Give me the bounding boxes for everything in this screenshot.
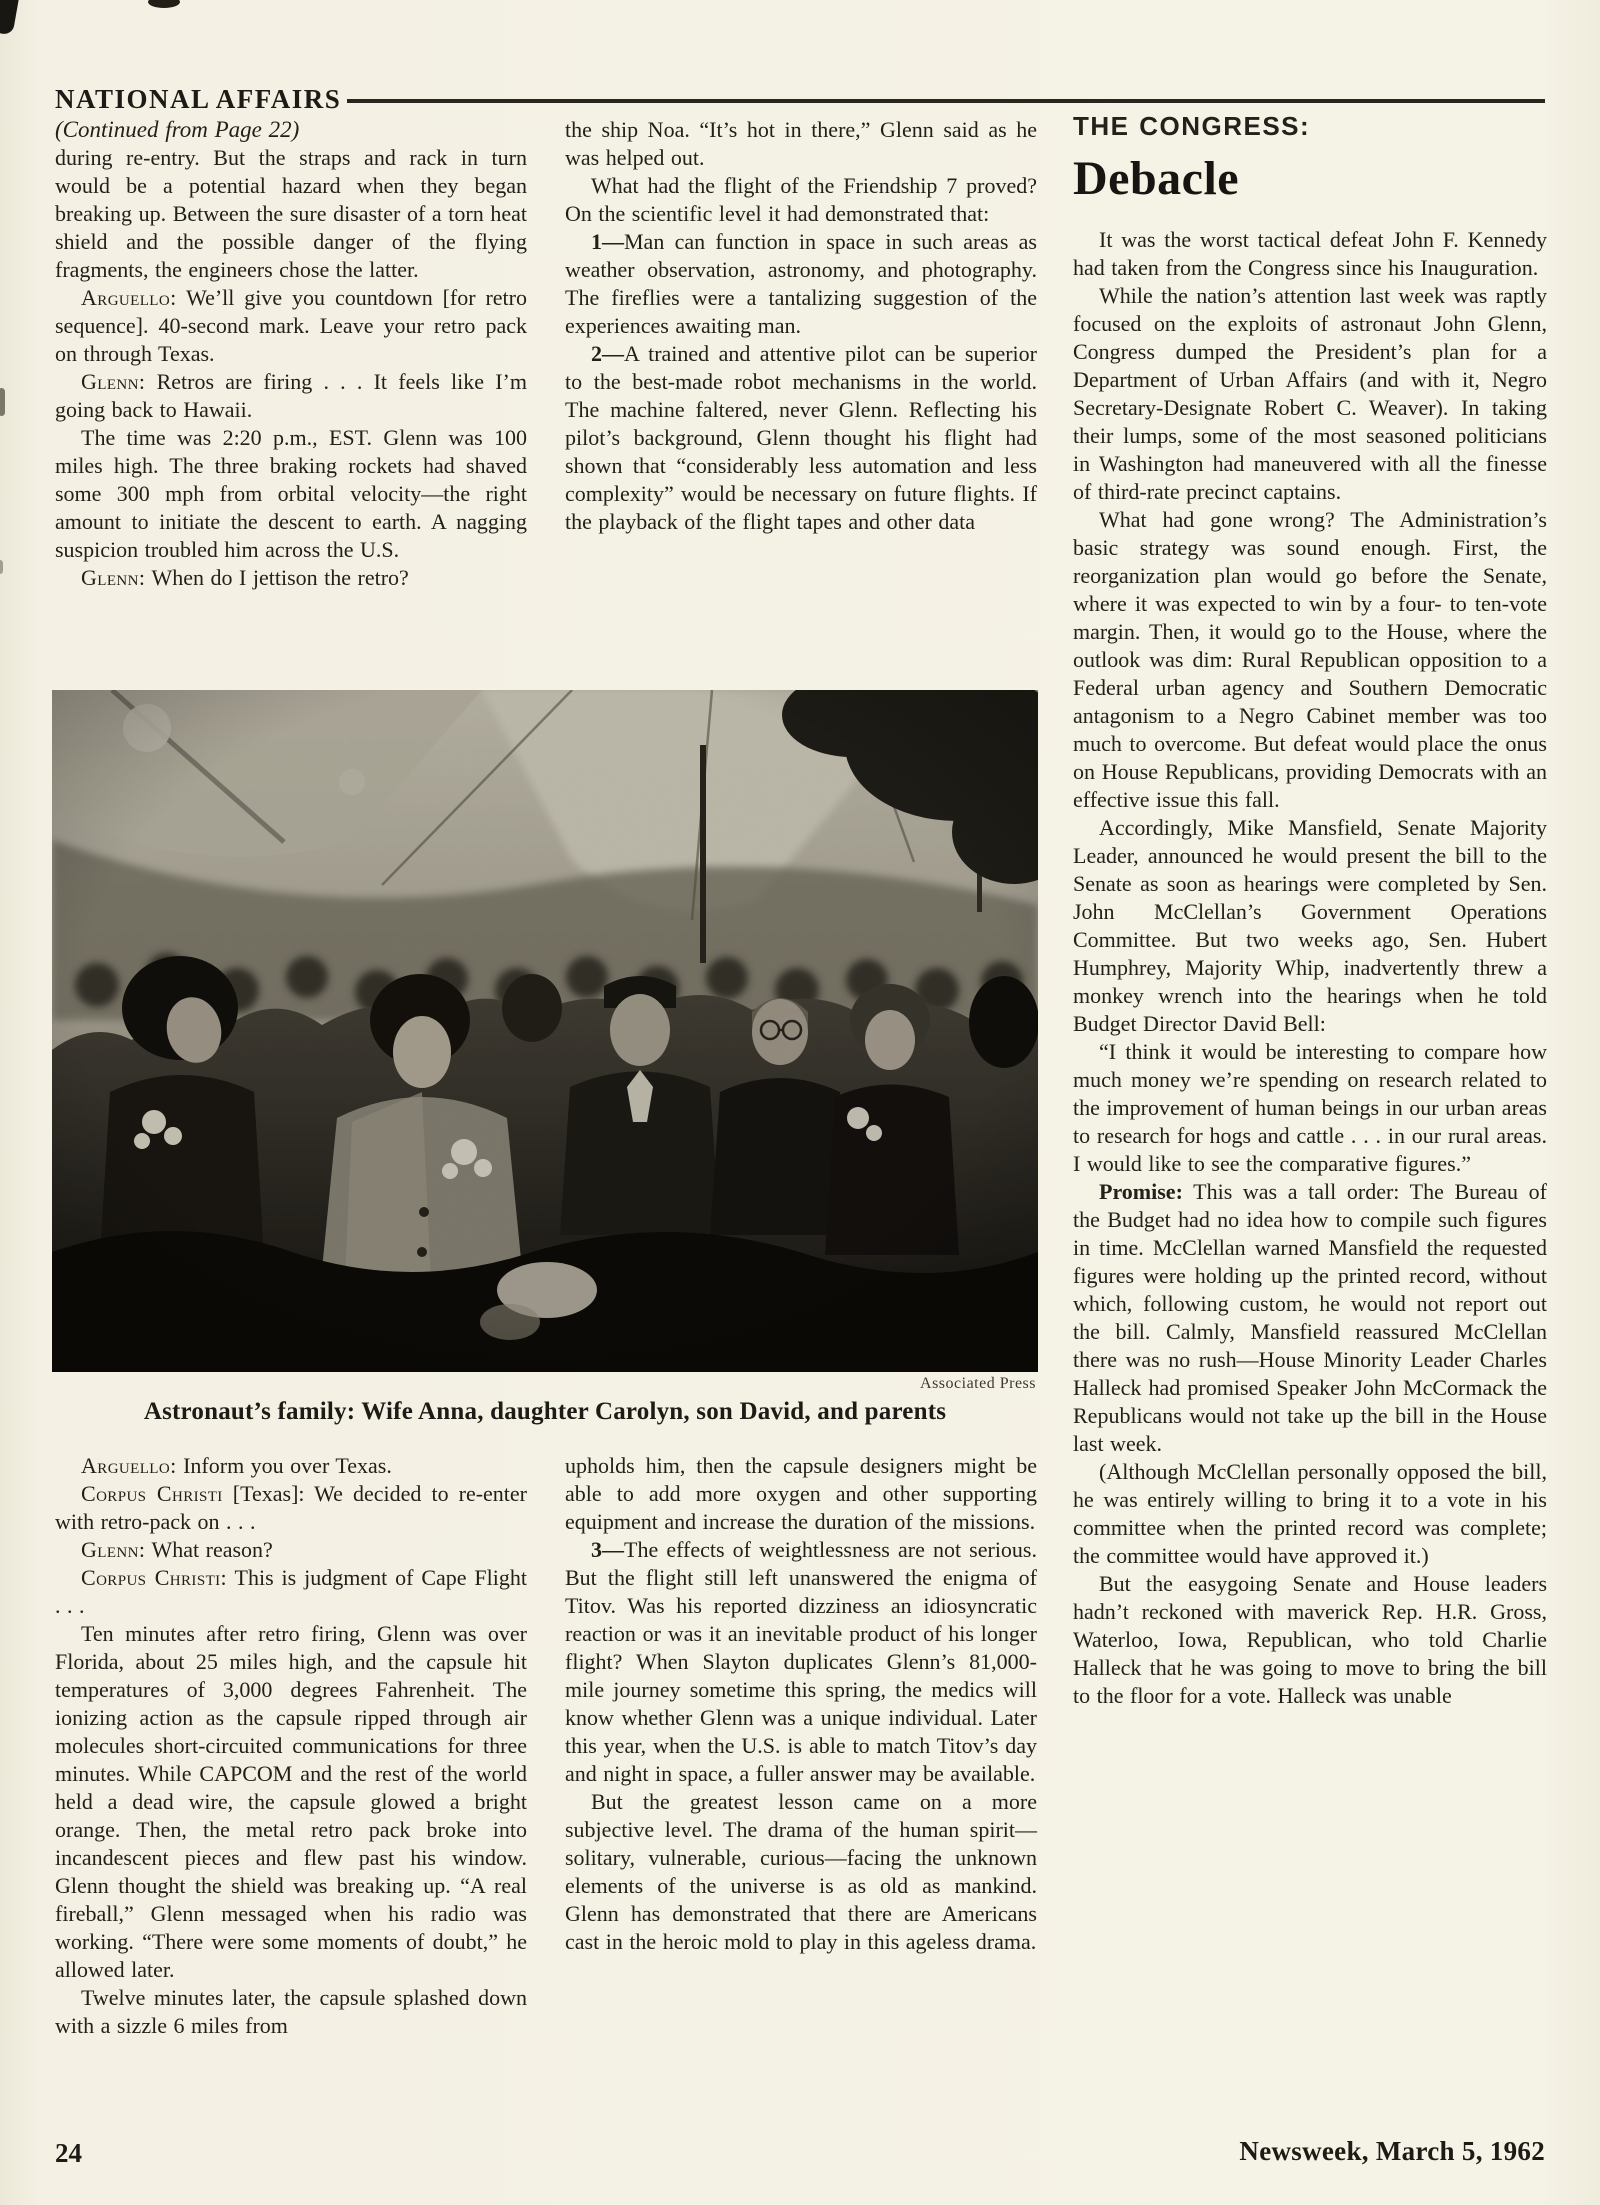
paragraph: Arguello: We’ll give you countdown [for retro sequence]. 40-second mark. Leave your retro pack on through Texas.	[55, 285, 527, 366]
paragraph: But the greatest lesson came on a more subjective level. The drama of the human spirit—solitary, vulnerable, curious—facing the unknown elements of the universe is as old as mankind. Glenn has demonstrated that there are Americans cast in the heroic mold to play in this ageless drama.	[565, 1789, 1037, 1954]
paragraph: Accordingly, Mike Mansfield, Senate Majority Leader, announced he would present the bill to the Senate as soon as hearings were completed by Sen. John McClellan’s Government Operations Committee. But two weeks ago, Sen. Hubert Humphrey, Majority Whip, inadvertently threw a monkey wrench into the hearings when he told Budget Director David Bell:	[1073, 815, 1547, 1036]
scan-mark	[0, 0, 19, 35]
column-1-top	[55, 116, 527, 592]
paragraph: Glenn: What reason?	[81, 1537, 273, 1562]
congress-kicker: THE CONGRESS:	[1073, 111, 1311, 141]
paragraph: 1—Man can function in space in such areas as weather observation, astronomy, and photography. The fireflies were a tantalizing suggestion of the experiences awaiting man.	[565, 229, 1037, 338]
paragraph: 3—The effects of weightlessness are not serious. But the flight still left unanswered the enigma of Titov. Was his reported dizziness an idiosyncratic reaction or was it an inevitable product of his longer flight? When Slayton duplicates Glenn’s 81,000-mile journey sometime this spring, the medics will know whether Glenn was a unique individual. Later this year, when the U.S. is able to match Titov’s day and night in space, a fuller answer may be available.	[565, 1537, 1037, 1786]
paragraph: 2—A trained and attentive pilot can be superior to the best-made robot mechanisms in the world. The machine faltered, never Glenn. Reflecting his pilot’s background, Glenn thought his flight had shown that “considerably less automation and less complexity” would be necessary on future flights. If the playback of the flight tapes and other data	[565, 341, 1037, 534]
paragraph: It was the worst tactical defeat John F. Kennedy had taken from the Congress since his Inauguration.	[1073, 227, 1547, 280]
family-crowd-photo-illustration	[52, 690, 1038, 1372]
paragraph: While the nation’s attention last week was raptly focused on the exploits of astronaut John Glenn, Congress dumped the President’s plan for a Department of Urban Affairs (and with it, Negro Secretary-Designate Robert C. Weaver). In taking their lumps, some of the most seasoned politicians in Washington had maneuvered with all the finesse of third-rate precinct captains.	[1073, 283, 1547, 504]
paragraph: Corpus Christi: This is judgment of Cape Flight . . .	[55, 1565, 527, 1618]
column-3	[1073, 112, 1547, 1710]
scan-mark	[0, 560, 3, 574]
paragraph: Corpus Christi [Texas]: We decided to re-enter with retro-pack on . . .	[55, 1481, 528, 1534]
page-number: 24	[55, 2138, 82, 2168]
scan-mark	[148, 0, 180, 8]
paragraph: the ship Noa. “It’s hot in there,” Glenn said as he was helped out.	[565, 117, 1037, 170]
paragraph: Ten minutes after retro firing, Glenn was over Florida, about 25 miles high, and the capsule hit temperatures of 3,000 degrees Fahrenheit. The ionizing action as the capsule ripped through air molecules short-circuited communications for three minutes. While CAPCOM and the rest of the world held a dead wire, the capsule glowed a bright orange. Then, the metal retro pack broke into incandescent pieces and flew past his window. Glenn thought the shield was breaking up. “A real fireball,” Glenn messaged when his radio was working. “There were some moments of doubt,” he allowed later.	[55, 1621, 527, 1982]
paragraph: But the easygoing Senate and House leaders hadn’t reckoned with maverick Rep. H.R. Gross, Waterloo, Iowa, Republican, who told Charlie Halleck that he was going to move to bring the bill to the floor for a vote. Halleck was unable	[1073, 1571, 1547, 1708]
congress-headline: Debacle	[1073, 152, 1240, 205]
paragraph: during re-entry. But the straps and rack in turn would be a potential hazard when they began breaking up. Between the sure disaster of a torn heat shield and the possible danger of the flying fragments, the engineers chose the latter.	[55, 145, 527, 282]
photo-credit: Associated Press	[920, 1375, 1036, 1392]
section-title: NATIONAL AFFAIRS	[55, 84, 342, 114]
paragraph: Glenn: Retros are firing . . . It feels like I’m going back to Hawaii.	[55, 369, 527, 422]
paragraph: What had the flight of the Friendship 7 proved? On the scientific level it had demonstrated that:	[565, 173, 1037, 226]
crowd-photo	[52, 690, 1038, 1372]
photo-caption: Astronaut’s family: Wife Anna, daughter Carolyn, son David, and parents	[143, 1398, 947, 1425]
paragraph: Glenn: When do I jettison the retro?	[81, 565, 409, 590]
photo-figure	[52, 690, 1038, 1426]
paragraph: The time was 2:20 p.m., EST. Glenn was 100 miles high. The three braking rockets had shaved some 300 mph from orbital velocity—the right amount to initiate the descent to earth. A nagging suspicion troubled him across the U.S.	[55, 425, 527, 562]
photo-vignette	[52, 690, 1038, 1372]
column-2-top	[565, 116, 1037, 536]
congress-body	[1073, 226, 1547, 1710]
paragraph: Arguello: Inform you over Texas.	[81, 1453, 392, 1478]
section-rule	[347, 99, 1545, 103]
paragraph: upholds him, then the capsule designers might be able to add more oxygen and other supporting equipment and increase the duration of the missions.	[565, 1453, 1037, 1534]
scan-mark	[0, 388, 5, 416]
paragraph: (Continued from Page 22)	[55, 117, 300, 142]
paragraph: What had gone wrong? The Administration’s basic strategy was sound enough. First, the reorganization plan would go before the Senate, where it was expected to win by a four- to ten-vote margin. Then, it would go to the House, where the outlook was dim: Rural Republican opposition to a Federal urban agency and Southern Democratic antagonism to a Negro Cabinet member was too much to overcome. But defeat would place the onus on House Republicans, providing Democrats with an effective issue this fall.	[1073, 507, 1547, 812]
section-header	[55, 84, 1545, 115]
paragraph: (Although McClellan personally opposed the bill, he was entirely willing to bring it to a vote in his committee when the printed record was complete; the committee would have approved it.)	[1073, 1459, 1547, 1568]
paragraph: Twelve minutes later, the capsule splashed down with a sizzle 6 miles from	[55, 1985, 527, 2038]
column-2-bottom	[565, 1452, 1037, 1956]
column-1-bottom	[55, 1452, 527, 2040]
paragraph: Promise: This was a tall order: The Bureau of the Budget had no idea how to compile such figures in time. McClellan warned Mansfield the requested figures were holding up the printed record, without which, following custom, he would not report out the bill. Calmly, Mansfield reassured McClellan there was no rush—House Minority Leader Charles Halleck had promised Speaker John McCormack the Republicans would not take up the bill in the House last week.	[1073, 1179, 1547, 1456]
paragraph: “I think it would be interesting to compare how much money we’re spending on research related to the improvement of human beings in our urban areas to research for hogs and cattle . . . in our rural areas. I would like to see the comparative figures.”	[1073, 1039, 1547, 1176]
footer-issue: Newsweek, March 5, 1962	[1239, 2136, 1545, 2166]
